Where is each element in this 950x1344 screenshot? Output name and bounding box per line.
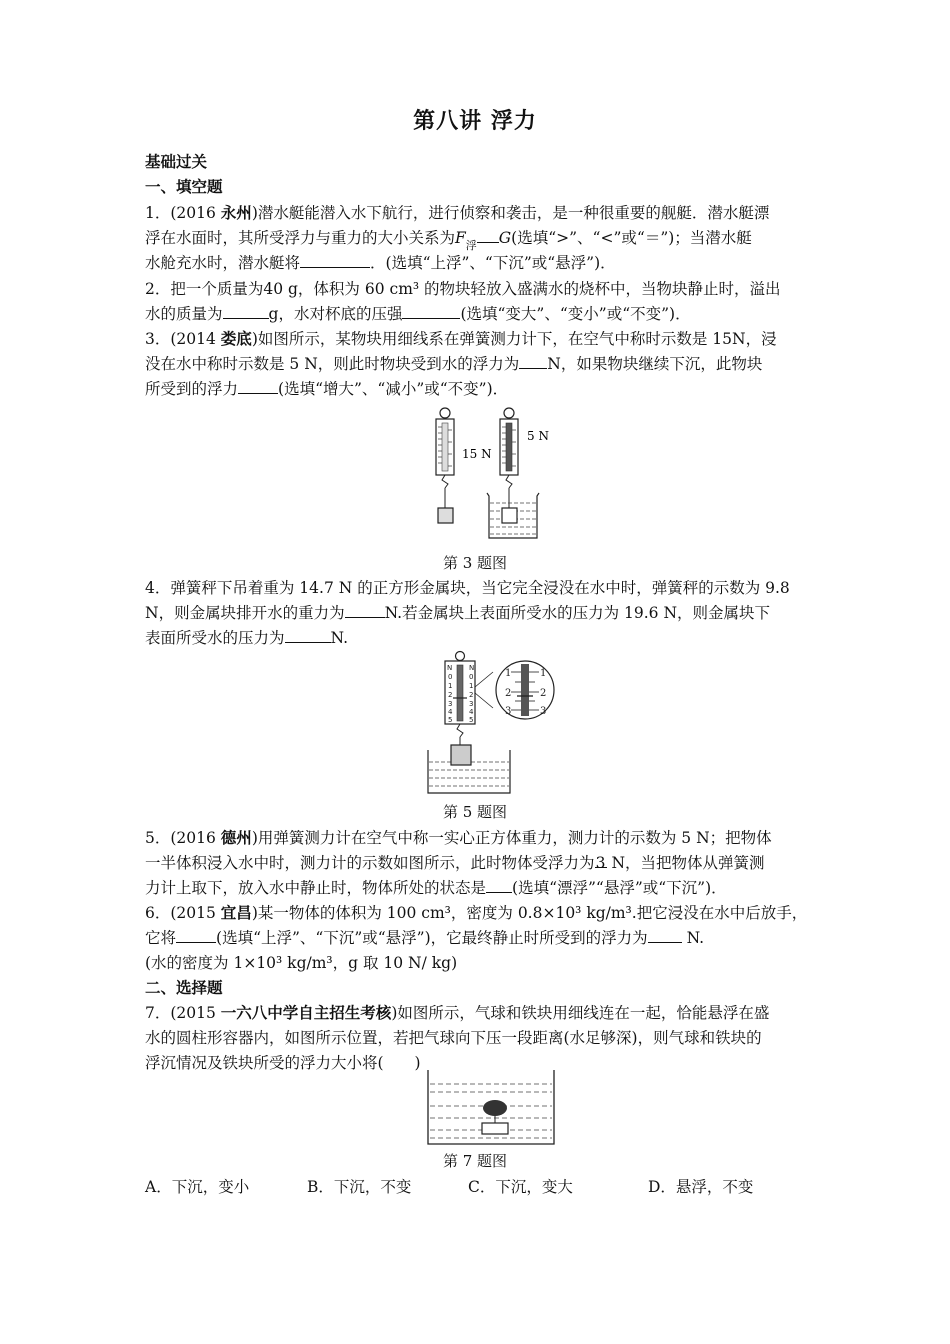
q6-blank-force[interactable]: [648, 928, 682, 943]
q6-blank-motion[interactable]: [176, 928, 216, 943]
q6-line2: 它将 (选填“上浮”、“下沉”或“悬浮”)，它最终静止时所受到的浮力为 N.: [145, 929, 705, 947]
fig5-caption: 第 5 题图: [442, 803, 508, 821]
q1-line1: 1．(2016 永州)潜水艇能潜入水下航行，进行侦察和袭击，是一种很重要的舰艇．潜水艇漂: [145, 204, 770, 222]
svg-text:1: 1: [448, 682, 453, 690]
svg-text:5: 5: [448, 716, 453, 724]
spring-scale: [445, 652, 475, 746]
q3-line1: 3．(2014 娄底)如图所示，某物块用细线系在弹簧测力计下，在空气中称时示数是 15N，浸: [145, 330, 777, 348]
fig3-label-5n: 5 N: [527, 429, 549, 443]
svg-text:3: 3: [540, 706, 547, 717]
q6-line1: 6．(2015 宜昌)某一物体的体积为 100 cm³，密度为 0.8×10³ kg/m³.把它浸没在水中后放手，: [145, 904, 808, 922]
beaker: [487, 493, 539, 538]
q2-line2: 水的质量为 g，水对杯底的压强 (选填“变大”、“变小”或“不变”)．: [145, 305, 691, 323]
q1-blank-state[interactable]: [300, 253, 370, 268]
svg-text:0: 0: [469, 673, 474, 681]
q4-blank-force[interactable]: [285, 628, 331, 643]
q7-line1: 7．(2015 一六八中学自主招生考核)如图所示，气球和铁块用细线连在一起，恰能悬浮在盛: [145, 1004, 770, 1022]
q2-blank-pressure[interactable]: [402, 304, 460, 319]
fig7-caption: 第 7 题图: [442, 1152, 508, 1170]
option-a[interactable]: A．下沉，变小: [145, 1178, 250, 1196]
figure-7: [426, 1068, 558, 1148]
svg-text:2: 2: [540, 688, 547, 699]
svg-text:3: 3: [448, 700, 453, 708]
q4-line2: N，则金属块排开水的重力为 N.若金属块上表面所受水的压力为 19.6 N，则金属块下: [145, 604, 771, 622]
svg-text:1: 1: [469, 682, 474, 690]
q5-line1: 5．(2016 德州)用弹簧测力计在空气中称一实心正方体重力，测力计的示数为 5 N；把物体: [145, 829, 772, 847]
option-c[interactable]: C．下沉，变大: [468, 1178, 573, 1196]
q7-line3: 浮沉情况及铁块所受的浮力大小将( ): [145, 1054, 421, 1072]
svg-text:3: 3: [505, 706, 512, 717]
spring-scale-air: [436, 408, 454, 523]
fig3-label-15n: 15 N: [462, 447, 492, 461]
svg-text:2: 2: [505, 688, 512, 699]
svg-text:4: 4: [448, 708, 453, 716]
block-in-water: [502, 508, 517, 523]
section-fill: 一、填空题: [145, 178, 223, 196]
svg-text:N: N: [469, 664, 475, 672]
q5-line3: 力计上取下，放入水中静止时，物体所处的状态是 (选填“漂浮”“悬浮”或“下沉”)．: [145, 879, 727, 897]
q1-line3: 水舱充水时，潜水艇将 ．(选填“上浮”、“下沉”或“悬浮”)．: [145, 254, 616, 272]
q1-line2: 浮在水面时，其所受浮力与重力的大小关系为$F_浮$ G(选填“>”、“<”或“＝”)；当潜水艇: [145, 229, 752, 252]
figure-5: [425, 650, 565, 795]
svg-text:5: 5: [469, 716, 474, 724]
spring-scale-water: [500, 408, 518, 508]
q2-line1: 2．把一个质量为40 g，体积为 60 cm³ 的物块轻放入盛满水的烧杯中，当物块静止时，溢出: [145, 280, 781, 298]
q5-blank-state[interactable]: [486, 878, 512, 893]
q6-line3: (水的密度为 1×10³ kg/m³，g 取 10 N/ kg): [145, 954, 458, 972]
svg-text:3: 3: [469, 700, 474, 708]
balloon: [483, 1100, 507, 1116]
q5-blank-buoyancy[interactable]: 3: [595, 854, 606, 872]
q4-line1: 4．弹簧秤下吊着重为 14.7 N 的正方形金属块，当它完全浸没在水中时，弹簧秤的示数为 9.8: [145, 579, 790, 597]
q1-blank-relation[interactable]: [477, 228, 499, 243]
iron-block: [482, 1123, 508, 1134]
fig3-caption: 第 3 题图: [442, 554, 508, 572]
half-submerged-block: [451, 745, 471, 765]
svg-text:N: N: [447, 664, 453, 672]
zoom-detail: [496, 661, 554, 719]
water-tank: [428, 745, 510, 793]
svg-text:2: 2: [448, 691, 453, 699]
svg-text:2: 2: [469, 691, 474, 699]
q2-blank-mass[interactable]: [223, 304, 269, 319]
q4-line3: 表面所受水的压力为 N.: [145, 629, 349, 647]
q3-line2: 没在水中称时示数是 5 N，则此时物块受到水的浮力为 N，如果物块继续下沉，此物块: [145, 355, 763, 373]
q5-line2: 一半体积浸入水中时，测力计的示数如图所示，此时物体受浮力为3 N，当把物体从弹簧测: [145, 854, 765, 872]
section-basic: 基础过关: [145, 153, 208, 171]
option-d[interactable]: D．悬浮，不变: [648, 1178, 754, 1196]
q3-line3: 所受到的浮力 (选填“增大”、“减小”或“不变”)．: [145, 380, 509, 398]
cylindrical-container: [428, 1070, 554, 1144]
option-b[interactable]: B．下沉，不变: [307, 1178, 412, 1196]
q7-line2: 水的圆柱形容器内，如图所示位置，若把气球向下压一段距离(水足够深)，则气球和铁块的: [145, 1029, 762, 1047]
svg-text:1: 1: [505, 668, 512, 679]
q4-blank-weight[interactable]: [345, 603, 385, 618]
figure-3: [425, 405, 555, 545]
svg-text:0: 0: [448, 673, 453, 681]
svg-text:1: 1: [540, 668, 547, 679]
block-in-air: [438, 508, 453, 523]
page-title: 第八讲 浮力: [413, 109, 537, 134]
section-choice: 二、选择题: [145, 979, 223, 997]
q3-blank-buoyancy[interactable]: [519, 354, 547, 369]
svg-text:4: 4: [469, 708, 474, 716]
q3-blank-change[interactable]: [238, 379, 278, 394]
